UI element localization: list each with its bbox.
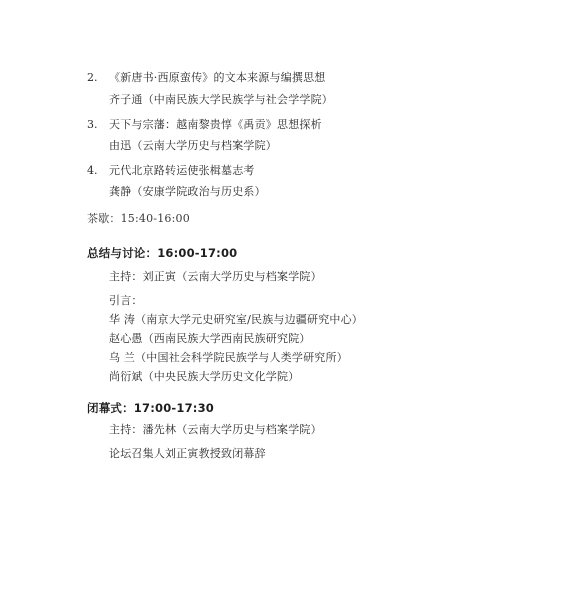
talk-title: 天下与宗藩：越南黎贵惇《禹贡》思想探析 <box>109 118 322 131</box>
closing-host: 主持：潘先林（云南大学历史与档案学院） <box>109 423 322 436</box>
closing-heading: 闭幕式：17:00-17:30 <box>87 401 214 415</box>
summary-heading: 总结与讨论：16:00-17:00 <box>87 246 238 260</box>
intro-speaker: 华 涛（南京大学元史研究室/民族与边疆研究中心） <box>109 313 364 326</box>
talk-number: 3. <box>87 118 98 131</box>
intro-speaker: 乌 兰（中国社会科学院民族学与人类学研究所） <box>109 351 348 364</box>
closing-speech: 论坛召集人刘正寅教授致闭幕辞 <box>109 447 266 460</box>
talk-speaker: 龚静（安康学院政治与历史系） <box>109 185 266 198</box>
talk-speaker: 齐子通（中南民族大学民族学与社会学学院） <box>109 93 333 106</box>
talk-number: 4. <box>87 164 98 177</box>
talk-number: 2. <box>87 71 98 84</box>
intro-speaker: 赵心愚（西南民族大学西南民族研究院） <box>109 332 311 345</box>
tea-break: 茶歇：15:40-16:00 <box>87 212 190 225</box>
talk-title: 《新唐书·西原蛮传》的文本来源与编撰思想 <box>109 71 326 84</box>
intro-label: 引言： <box>109 294 143 307</box>
talk-speaker: 由迅（云南大学历史与档案学院） <box>109 139 277 152</box>
talk-title: 元代北京路转运使张楫墓志考 <box>109 164 255 177</box>
intro-speaker: 尚衍斌（中央民族大学历史文化学院） <box>109 370 300 383</box>
summary-host: 主持：刘正寅（云南大学历史与档案学院） <box>109 270 322 283</box>
